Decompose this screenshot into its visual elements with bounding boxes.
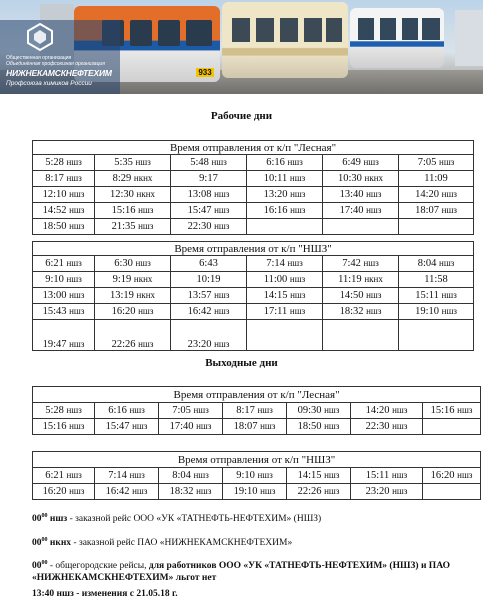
departure-time: 15:43 xyxy=(42,306,67,317)
departure-time: 13:57 xyxy=(187,290,212,301)
departure-time-cell xyxy=(33,187,95,203)
departure-time: 7:42 xyxy=(342,258,361,269)
route-suffix: нкнх xyxy=(133,173,153,183)
departure-time: 16:20 xyxy=(111,306,136,317)
route-suffix: ншз xyxy=(138,339,154,349)
departure-time: 6:49 xyxy=(342,157,361,168)
route-suffix: ншз xyxy=(66,258,82,268)
departure-time-cell xyxy=(287,403,351,419)
departure-time: 18:50 xyxy=(42,221,67,232)
table-row xyxy=(33,304,474,320)
departure-time: 19:10 xyxy=(415,306,440,317)
departure-time-cell xyxy=(171,203,247,219)
departure-time-cell xyxy=(399,219,474,235)
departure-time-cell xyxy=(171,288,247,304)
departure-time-cell xyxy=(351,419,423,435)
departure-time-cell xyxy=(95,484,159,500)
route-suffix: ншз xyxy=(66,405,82,415)
route-suffix: ншз xyxy=(392,421,408,431)
departure-time-cell xyxy=(323,304,399,320)
departure-time-cell xyxy=(159,468,223,484)
departure-time-cell xyxy=(247,155,323,171)
route-suffix: ншз xyxy=(211,157,227,167)
departure-time: 11:19 xyxy=(338,274,362,285)
departure-time-cell xyxy=(323,171,399,187)
departure-time: 14:15 xyxy=(297,470,322,481)
departure-time-cell xyxy=(399,203,474,219)
weekends-nshz-table xyxy=(32,451,481,500)
departure-time: 14:20 xyxy=(415,189,440,200)
route-suffix: ншз xyxy=(441,205,457,215)
tram-beige-image xyxy=(222,2,348,78)
route-suffix: ншз xyxy=(260,421,276,431)
departure-time-cell xyxy=(247,304,323,320)
route-suffix: ншз xyxy=(363,258,379,268)
departure-time: 11:00 xyxy=(263,274,288,285)
note-city-routes: $00^{00}$ - общегородские рейсы, для работников ООО «УК «ТАТНЕФТЬ-НЕФТЕХИМ» (НШЗ) и ПАО «НИЖНЕКАМСКНЕФТЕХИМ» льгот нет xyxy=(32,560,450,584)
route-suffix: ншз xyxy=(257,470,273,480)
departure-time-cell xyxy=(247,320,323,351)
departure-time-cell xyxy=(171,155,247,171)
departure-time: 6:43 xyxy=(199,258,218,269)
route-suffix: ншз xyxy=(290,290,306,300)
departure-time-cell xyxy=(33,272,95,288)
departure-time-cell xyxy=(323,256,399,272)
route-suffix: ншз xyxy=(457,470,473,480)
departure-time-cell xyxy=(399,171,474,187)
departure-time: 23:20 xyxy=(187,339,212,350)
departure-time-cell xyxy=(399,320,474,351)
route-suffix: ншз xyxy=(132,421,148,431)
route-suffix: ншз xyxy=(441,290,457,300)
route-suffix: ншз xyxy=(391,470,408,480)
departure-time: 11:09 xyxy=(424,173,448,184)
table-row xyxy=(33,203,474,219)
table-header: Время отправления от к/п "Лесная" xyxy=(33,387,481,403)
departure-time: 5:48 xyxy=(190,157,209,168)
departure-time: 10:11 xyxy=(263,173,288,184)
departure-time-cell xyxy=(247,288,323,304)
departure-time-cell xyxy=(95,468,159,484)
weekends-heading: Выходные дни xyxy=(205,357,278,369)
route-suffix: ншз xyxy=(366,205,382,215)
departure-time: 13:08 xyxy=(187,189,212,200)
departure-time: 10:30 xyxy=(337,173,362,184)
departure-time-cell xyxy=(351,403,423,419)
departure-time: 23:20 xyxy=(365,486,390,497)
departure-time-cell xyxy=(223,484,287,500)
departure-time: 9:19 xyxy=(112,274,132,285)
departure-time: 22:30 xyxy=(365,421,390,432)
route-suffix: нкнх xyxy=(364,274,383,284)
route-suffix: ншз xyxy=(287,157,303,167)
route-suffix: ншз xyxy=(138,306,154,316)
departure-time-cell xyxy=(287,484,351,500)
departure-time-cell xyxy=(323,272,399,288)
departure-time-cell xyxy=(323,219,399,235)
table-row xyxy=(33,155,474,171)
workdays-lesnaya-table xyxy=(32,140,474,235)
departure-time-cell xyxy=(95,256,171,272)
note-changes: 13:40 ншз - изменения с 21.05.18 г. xyxy=(32,589,178,599)
departure-time: 15:16 xyxy=(42,421,67,432)
departure-time-cell xyxy=(223,468,287,484)
table-row xyxy=(33,320,474,351)
departure-time: 18:07 xyxy=(233,421,258,432)
departure-time: 7:05 xyxy=(172,405,191,416)
departure-time-cell xyxy=(323,203,399,219)
departure-time-cell xyxy=(95,419,159,435)
route-suffix: ншз xyxy=(392,486,408,496)
departure-time-cell xyxy=(323,288,399,304)
departure-time-cell xyxy=(33,171,95,187)
table-row xyxy=(33,219,474,235)
route-suffix: ншз xyxy=(193,470,209,480)
route-suffix: ншз xyxy=(214,189,230,199)
route-suffix: ншз xyxy=(196,486,212,496)
route-suffix: нкнх xyxy=(136,189,156,199)
departure-time-cell xyxy=(247,219,323,235)
departure-time: 21:35 xyxy=(111,221,136,232)
departure-time: 8:17 xyxy=(236,405,255,416)
route-suffix: ншз xyxy=(138,221,154,231)
departure-time-cell xyxy=(423,468,481,484)
departure-time: 9:17 xyxy=(199,173,218,184)
departure-time: 16:20 xyxy=(430,470,455,481)
departure-time: 16:42 xyxy=(105,486,130,497)
route-suffix: ншз xyxy=(129,470,145,480)
table-row xyxy=(33,272,474,288)
route-suffix: ншз xyxy=(287,258,303,268)
route-suffix: ншз xyxy=(366,306,382,316)
departure-time: 9:10 xyxy=(45,274,64,285)
route-suffix: ншз xyxy=(363,157,379,167)
departure-time-cell xyxy=(33,155,95,171)
route-suffix: ншз xyxy=(324,470,340,480)
route-suffix: ншз xyxy=(366,290,382,300)
route-suffix: ншз xyxy=(132,486,148,496)
table-header: Время отправления от к/п "Лесная" xyxy=(33,141,474,155)
departure-time: 6:30 xyxy=(114,258,133,269)
departure-time-cell xyxy=(399,155,474,171)
departure-time: 09:30 xyxy=(297,405,322,416)
logo-caption-1: Общественная организация xyxy=(6,55,72,61)
route-suffix: ншз xyxy=(69,306,85,316)
departure-time-cell xyxy=(33,219,95,235)
table-row xyxy=(33,468,481,484)
departure-time-cell xyxy=(323,320,399,351)
departure-time: 15:16 xyxy=(111,205,136,216)
departure-time-cell xyxy=(95,272,171,288)
departure-time-cell xyxy=(171,272,247,288)
tram-number: 933 xyxy=(196,68,214,77)
departure-time: 15:47 xyxy=(105,421,130,432)
departure-time-cell xyxy=(95,203,171,219)
departure-time: 16:42 xyxy=(187,306,212,317)
departure-time-cell xyxy=(247,272,323,288)
route-suffix: ншз xyxy=(214,205,230,215)
departure-time-cell xyxy=(247,256,323,272)
route-suffix: ншз xyxy=(214,290,230,300)
departure-time-cell xyxy=(95,219,171,235)
departure-time-cell xyxy=(351,468,423,484)
departure-time-cell xyxy=(287,468,351,484)
route-suffix: ншз xyxy=(66,157,82,167)
route-suffix: ншз xyxy=(290,189,306,199)
workdays-heading: Рабочие дни xyxy=(210,110,273,122)
route-suffix: ншз xyxy=(324,421,340,431)
departure-time-cell xyxy=(33,304,95,320)
tram-white-blue-image xyxy=(350,8,444,68)
departure-time: 18:32 xyxy=(339,306,364,317)
route-suffix: ншз xyxy=(69,486,85,496)
departure-time-cell xyxy=(171,219,247,235)
route-suffix: ншз xyxy=(289,306,306,316)
departure-time: 8:29 xyxy=(112,173,132,184)
departure-time: 19:47 xyxy=(42,339,67,350)
table-row xyxy=(33,419,481,435)
departure-time-cell xyxy=(33,256,95,272)
departure-time-cell xyxy=(95,155,171,171)
departure-time-cell xyxy=(223,403,287,419)
route-suffix: ншз xyxy=(289,274,306,284)
departure-time: 15:16 xyxy=(430,405,455,416)
route-suffix: ншз xyxy=(290,205,306,215)
departure-time-cell xyxy=(95,320,171,351)
departure-time: 17:40 xyxy=(169,421,194,432)
organization-logo-icon xyxy=(25,22,55,52)
departure-time: 18:07 xyxy=(415,205,440,216)
departure-time: 8:04 xyxy=(417,258,437,269)
departure-time: 8:04 xyxy=(172,470,191,481)
departure-time: 18:32 xyxy=(169,486,194,497)
table-row xyxy=(33,171,474,187)
route-suffix: ншз xyxy=(129,405,145,415)
route-suffix: ншз xyxy=(439,258,455,268)
route-suffix: ншз xyxy=(257,405,273,415)
departure-time-cell xyxy=(171,256,247,272)
departure-time-cell xyxy=(33,403,95,419)
route-suffix: нкнх xyxy=(364,173,384,183)
departure-time-cell xyxy=(399,256,474,272)
departure-time: 6:21 xyxy=(45,470,64,481)
route-suffix: ншз xyxy=(457,405,473,415)
departure-time-cell xyxy=(33,288,95,304)
route-suffix: ншз xyxy=(196,421,212,431)
departure-time: 14:15 xyxy=(263,290,288,301)
departure-time-cell xyxy=(33,468,95,484)
route-suffix: ншз xyxy=(324,405,340,415)
departure-time: 6:16 xyxy=(108,405,127,416)
route-suffix: ншз xyxy=(324,486,340,496)
departure-time-cell xyxy=(171,320,247,351)
departure-time-cell xyxy=(247,187,323,203)
departure-time-cell xyxy=(95,403,159,419)
departure-time: 7:05 xyxy=(417,157,437,168)
logo-organization-name: НИЖНЕКАМСКНЕФТЕХИМ xyxy=(6,68,112,78)
table-row xyxy=(33,403,481,419)
departure-time-cell xyxy=(95,187,171,203)
departure-time-cell xyxy=(33,203,95,219)
route-suffix: ншз xyxy=(193,405,209,415)
table-row xyxy=(33,288,474,304)
departure-time: 7:14 xyxy=(266,258,285,269)
table-header: Время отправления от к/п "НШЗ" xyxy=(33,452,481,468)
departure-time: 22:26 xyxy=(297,486,322,497)
departure-time-cell xyxy=(399,187,474,203)
departure-time: 5:28 xyxy=(45,405,64,416)
route-suffix: ншз xyxy=(289,173,306,183)
note-nshz: $00^{00}$ ншз - заказной рейс ООО «УК «ТАТНЕФТЬ-НЕФТЕХИМ» (НШЗ) xyxy=(32,513,322,525)
departure-time: 16:16 xyxy=(263,205,288,216)
departure-time: 6:21 xyxy=(45,258,64,269)
table-row xyxy=(33,256,474,272)
departure-time: 5:35 xyxy=(114,157,133,168)
departure-time-cell xyxy=(323,155,399,171)
route-suffix: ншз xyxy=(138,205,154,215)
route-suffix: ншз xyxy=(441,306,457,316)
departure-time-cell xyxy=(171,187,247,203)
route-suffix: ншз xyxy=(69,205,85,215)
departure-time: 6:16 xyxy=(266,157,285,168)
departure-time-cell xyxy=(351,484,423,500)
departure-time: 13:40 xyxy=(339,189,364,200)
departure-time-cell xyxy=(399,272,474,288)
departure-time-cell xyxy=(171,304,247,320)
departure-time: 7:14 xyxy=(108,470,127,481)
table-row xyxy=(33,484,481,500)
route-suffix: ншз xyxy=(214,306,230,316)
departure-time-cell xyxy=(33,419,95,435)
logo-caption-2: Объединённая профсоюзная организация xyxy=(6,61,105,67)
route-suffix: нкнх xyxy=(133,274,153,284)
departure-time: 13:19 xyxy=(109,290,134,301)
departure-time-cell xyxy=(33,320,95,351)
departure-time: 10:19 xyxy=(196,274,221,285)
route-suffix: ншз xyxy=(366,189,382,199)
departure-time: 22:30 xyxy=(187,221,212,232)
departure-time-cell xyxy=(323,187,399,203)
table-header: Время отправления от к/п "НШЗ" xyxy=(33,242,474,256)
departure-time: 17:11 xyxy=(263,306,288,317)
departure-time: 14:50 xyxy=(339,290,364,301)
departure-time-cell xyxy=(159,403,223,419)
route-suffix: ншз xyxy=(69,189,85,199)
table-row xyxy=(33,187,474,203)
departure-time-cell xyxy=(95,304,171,320)
route-suffix: ншз xyxy=(392,405,408,415)
departure-time: 22:26 xyxy=(111,339,136,350)
departure-time-cell xyxy=(423,484,481,500)
route-suffix: нкнх xyxy=(136,290,156,300)
route-suffix: ншз xyxy=(66,173,82,183)
departure-time: 13:20 xyxy=(263,189,288,200)
departure-time: 17:40 xyxy=(339,205,364,216)
route-suffix: ншз xyxy=(214,221,230,231)
departure-time-cell xyxy=(171,171,247,187)
departure-time-cell xyxy=(159,484,223,500)
departure-time: 14:52 xyxy=(42,205,67,216)
departure-time: 9:10 xyxy=(236,470,255,481)
departure-time-cell xyxy=(223,419,287,435)
departure-time: 15:11 xyxy=(365,470,390,481)
background-building xyxy=(455,10,483,66)
route-suffix: ншз xyxy=(135,258,151,268)
route-suffix: ншз xyxy=(69,221,85,231)
departure-time: 18:50 xyxy=(297,421,322,432)
departure-time-cell xyxy=(247,203,323,219)
route-suffix: ншз xyxy=(69,290,85,300)
departure-time: 15:11 xyxy=(415,290,439,301)
departure-time: 14:20 xyxy=(365,405,390,416)
departure-time: 11:58 xyxy=(424,274,448,285)
weekends-lesnaya-table xyxy=(32,386,481,435)
route-suffix: ншз xyxy=(439,157,455,167)
departure-time: 16:20 xyxy=(42,486,67,497)
departure-time: 15:47 xyxy=(187,205,212,216)
departure-time-cell xyxy=(423,403,481,419)
departure-time-cell xyxy=(95,288,171,304)
departure-time-cell xyxy=(399,304,474,320)
route-suffix: ншз xyxy=(260,486,276,496)
route-suffix: ншз xyxy=(69,339,85,349)
workdays-nshz-table xyxy=(32,241,474,351)
departure-time-cell xyxy=(423,419,481,435)
departure-time: 12:30 xyxy=(109,189,134,200)
departure-time: 12:10 xyxy=(42,189,67,200)
route-suffix: ншз xyxy=(135,157,151,167)
departure-time: 5:28 xyxy=(45,157,64,168)
route-suffix: ншз xyxy=(69,421,85,431)
departure-time-cell xyxy=(95,171,171,187)
departure-time-cell xyxy=(33,484,95,500)
departure-time-cell xyxy=(159,419,223,435)
route-suffix: ншз xyxy=(66,470,82,480)
departure-time-cell xyxy=(399,288,474,304)
departure-time-cell xyxy=(287,419,351,435)
route-suffix: ншз xyxy=(66,274,82,284)
departure-time: 13:00 xyxy=(42,290,67,301)
note-nknh: $00^{00}$ нкнх - заказной рейс ПАО «НИЖНЕКАМСКНЕФТЕХИМ» xyxy=(32,537,293,549)
departure-time: 19:10 xyxy=(233,486,258,497)
logo-subtitle: Профсоюза химиков России xyxy=(6,80,92,87)
header-banner xyxy=(0,0,483,94)
route-suffix: ншз xyxy=(214,339,230,349)
route-suffix: ншз xyxy=(441,189,457,199)
departure-time: 8:17 xyxy=(45,173,64,184)
departure-time-cell xyxy=(247,171,323,187)
